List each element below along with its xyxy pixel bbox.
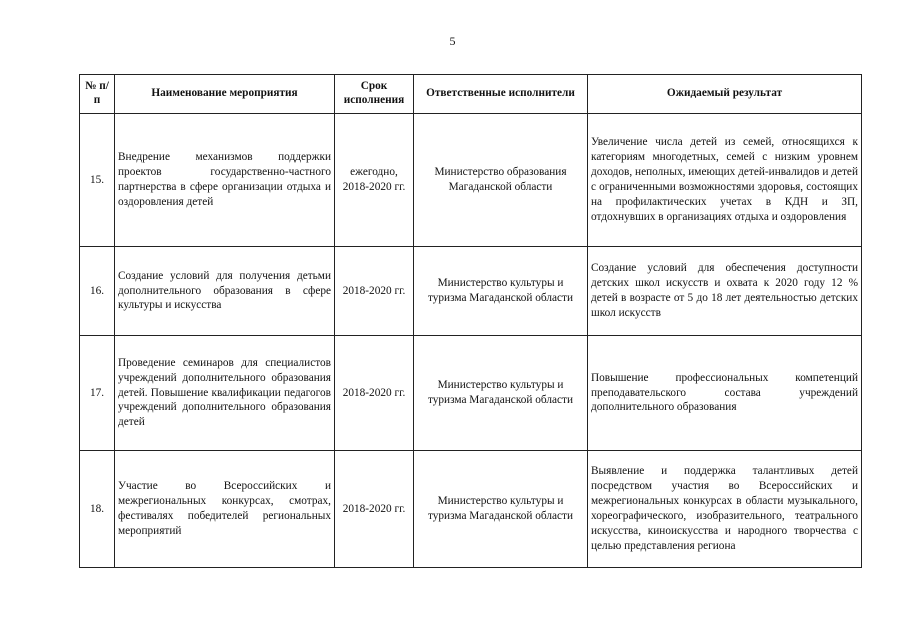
row-name: Проведение семинаров для специалистов учреждений дополнительного образования детей. Повышение квалификации педагогов учреждений дополнительного образования детей — [115, 336, 335, 451]
row-result: Повышение профессиональных компетенций преподавательского состава учреждений дополнительного образования — [588, 336, 862, 451]
row-num: 16. — [80, 247, 115, 336]
row-term: 2018-2020 гг. — [335, 336, 414, 451]
row-term: ежегодно, 2018-2020 гг. — [335, 114, 414, 247]
table-row — [80, 247, 862, 336]
table-row — [80, 336, 862, 451]
header-name: Наименование мероприятия — [115, 75, 335, 114]
header-responsible: Ответственные исполнители — [414, 75, 588, 114]
row-term: 2018-2020 гг. — [335, 247, 414, 336]
row-name: Создание условий для получения детьми дополнительного образования в сфере культуры и искусства — [115, 247, 335, 336]
activities-table — [79, 74, 862, 568]
row-num: 15. — [80, 114, 115, 247]
row-name: Участие во Всероссийских и межрегиональных конкурсах, смотрах, фестивалях победителей региональных мероприятий — [115, 451, 335, 568]
row-term: 2018-2020 гг. — [335, 451, 414, 568]
row-name: Внедрение механизмов поддержки проектов государственно-частного партнерства в сфере организации отдыха и оздоровления детей — [115, 114, 335, 247]
row-num: 17. — [80, 336, 115, 451]
header-num: № п/п — [80, 75, 115, 114]
header-term: Срок исполнения — [335, 75, 414, 114]
row-responsible: Министерство культуры и туризма Магаданской области — [414, 336, 588, 451]
table-row — [80, 114, 862, 247]
row-responsible: Министерство культуры и туризма Магаданской области — [414, 451, 588, 568]
row-result: Выявление и поддержка талантливых детей посредством участия во Всероссийских и межрегиональных конкурсах в области музыкального, хореографического, изобразительного, театрального искусства, киноискусства и народного творчества с целью представления региона — [588, 451, 862, 568]
table-header-row — [80, 75, 862, 114]
row-responsible: Министерство образования Магаданской области — [414, 114, 588, 247]
table-row — [80, 451, 862, 568]
row-result: Создание условий для обеспечения доступности детских школ искусств и охвата к 2020 году 12 % детей в возрасте от 5 до 18 лет деятельностью детских школ искусств — [588, 247, 862, 336]
header-result: Ожидаемый результат — [588, 75, 862, 114]
row-result: Увеличение числа детей из семей, относящихся к категориям многодетных, семей с низким уровнем доходов, неполных, имеющих детей-инвалидов и детей с ограниченными возможностями здоровья, состоящих на профилактических учетах в КДН и ЗП, отдохнувших в организациях отдыха и оздоровления — [588, 114, 862, 247]
page-number: 5 — [449, 34, 456, 48]
row-num: 18. — [80, 451, 115, 568]
row-responsible: Министерство культуры и туризма Магаданской области — [414, 247, 588, 336]
